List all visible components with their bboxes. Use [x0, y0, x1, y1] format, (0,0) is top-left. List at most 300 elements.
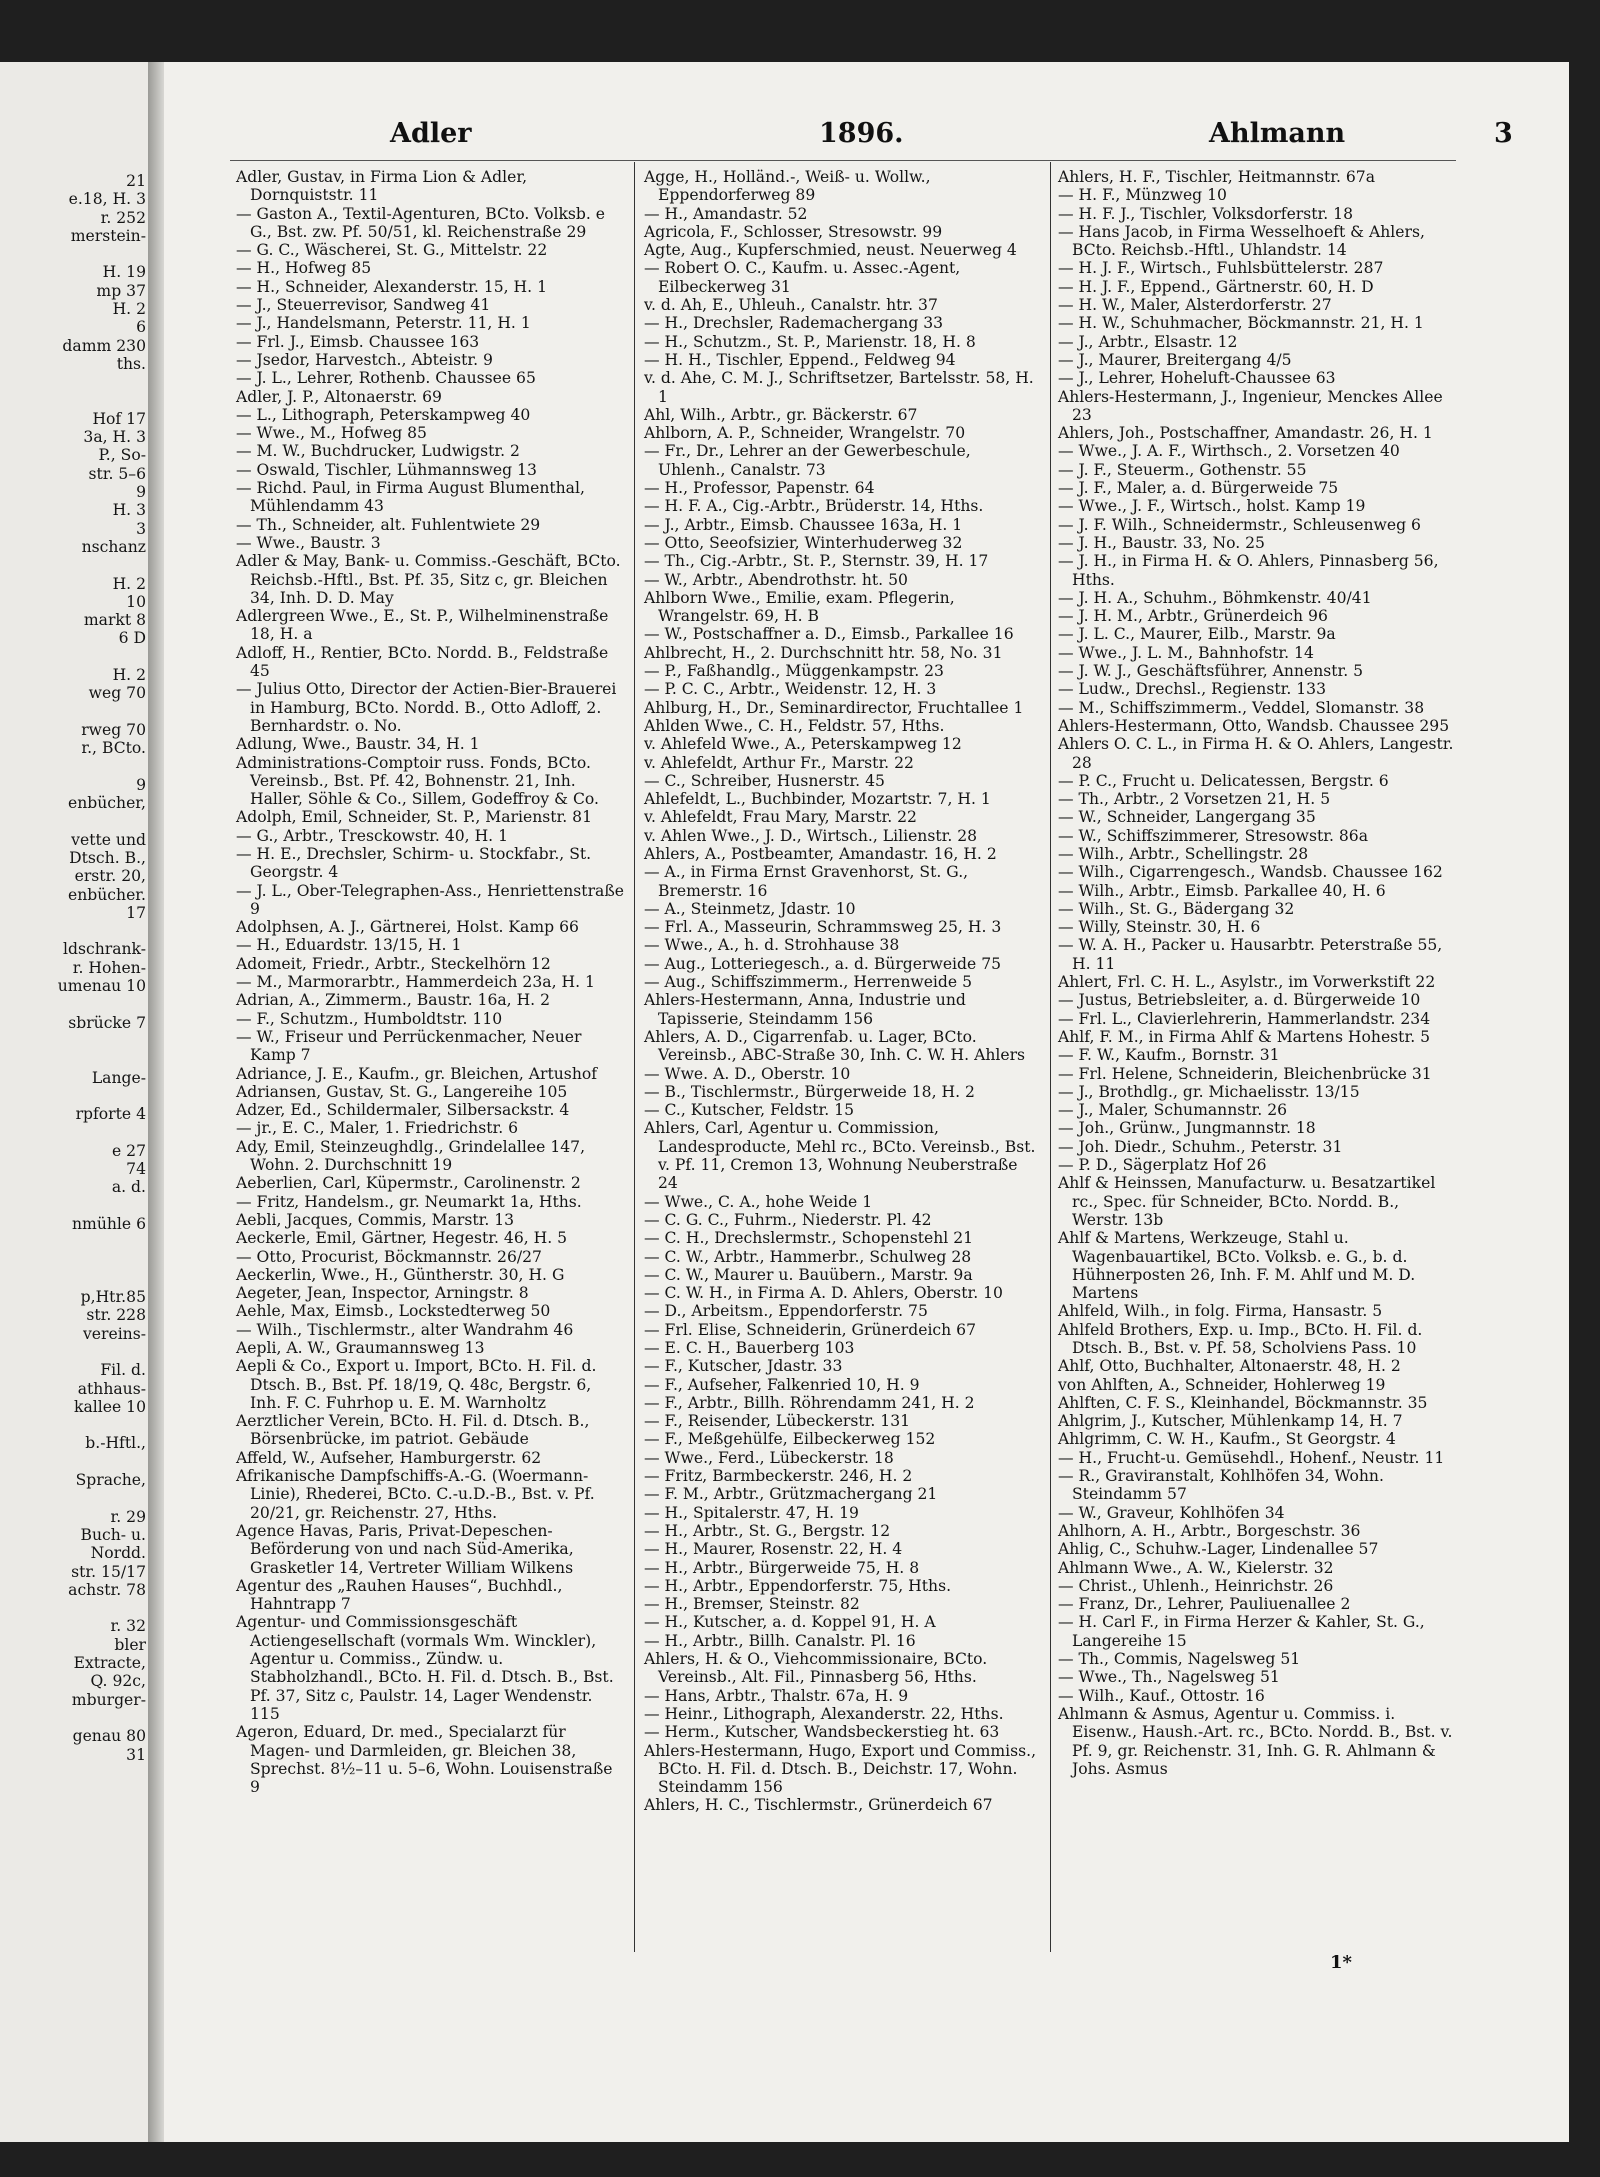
directory-entry: — W., Friseur und Perrückenmacher, Neuer Kamp 7 [236, 1027, 582, 1065]
directory-entry: Adomeit, Friedr., Arbtr., Steckelhörn 12 [236, 954, 551, 973]
directory-entry: — J., Lehrer, Hoheluft-Chaussee 63 [1058, 369, 1336, 388]
facing-page-line: Nordd. [90, 1544, 146, 1563]
directory-entry: Ahlgrimm, C. W. H., Kaufm., St Georgstr. 4 [1058, 1430, 1396, 1449]
facing-page-line [0, 812, 146, 830]
directory-entry: — H. F., Münzweg 10 [1058, 186, 1227, 205]
facing-page-line: Fil. d. [100, 1361, 146, 1380]
directory-entry: — H., Arbtr., Eppendorferstr. 75, Hths. [644, 1576, 952, 1595]
facing-page-line [0, 1123, 146, 1141]
facing-page-line: e.18, H. 3 [68, 190, 146, 209]
facing-page-line: r. 29 [110, 1507, 146, 1526]
directory-entry: — Joh. Diedr., Schuhm., Peterstr. 31 [1058, 1137, 1343, 1156]
directory-entry: — P. C. C., Arbtr., Weidenstr. 12, H. 3 [644, 680, 937, 699]
directory-entry: — H., Eduardstr. 13/15, H. 1 [236, 936, 462, 955]
facing-page-line [0, 1197, 146, 1215]
directory-entry: Aeberlien, Carl, Küpermstr., Carolinenstr. 2 [236, 1174, 581, 1193]
directory-entry: — Otto, Procurist, Böckmannstr. 26/27 [236, 1247, 542, 1266]
directory-entry: Ahlf, F. M., in Firma Ahlf & Martens Hohestr. 5 [1058, 1027, 1431, 1046]
facing-page-line: enbücher. [68, 885, 146, 904]
directory-entry: Ahlfeld Brothers, Exp. u. Imp., BCto. H. Fil. d. Dtsch. B., Bst. v. Pf. 58, Scholviens Pass. 10 [1058, 1320, 1423, 1357]
directory-entry: — H., Arbtr., Bürgerweide 75, H. 8 [644, 1558, 920, 1577]
directory-entry: — C. H., Drechslermstr., Schopenstehl 21 [644, 1229, 974, 1248]
facing-page-line: 6 [136, 318, 146, 337]
directory-entry: Ahlers, H. F., Tischler, Heitmannstr. 67a [1058, 168, 1376, 186]
directory-entry: von Ahlften, A., Schneider, Hohlerweg 19 [1058, 1375, 1386, 1394]
directory-entry: — M., Schiffszimmerm., Veddel, Slomanstr. 38 [1058, 698, 1425, 717]
facing-page-line: str. 5–6 [88, 464, 146, 483]
facing-page-line: damm 230 [62, 336, 146, 355]
facing-page-line: genau 80 [72, 1727, 146, 1746]
directory-entry: — Otto, Seeofsizier, Winterhuderweg 32 [644, 533, 963, 552]
facing-page-line: rweg 70 [81, 720, 146, 739]
directory-entry: — Wwe., J. L. M., Bahnhofstr. 14 [1058, 643, 1314, 662]
facing-page-line: Lange- [91, 1068, 146, 1087]
directory-entry: — Aug., Schiffszimmerm., Herrenweide 5 [644, 973, 973, 992]
facing-page-line [0, 758, 146, 776]
directory-entry: v. Ahlefeld Wwe., A., Peterskampweg 12 [644, 735, 962, 754]
facing-page-line [0, 922, 146, 940]
facing-page-line [0, 1050, 146, 1068]
facing-page-line [0, 1416, 146, 1434]
directory-entry: Ahlers, A. D., Cigarrenfab. u. Lager, BCto. Vereinsb., ABC-Straße 30, Inh. C. W. H. Ahlers [644, 1027, 1026, 1065]
directory-entry: — J. F., Steuerm., Gothenstr. 55 [1058, 460, 1307, 479]
facing-page-line [0, 1270, 146, 1288]
facing-page-line: H. 2 [112, 300, 146, 319]
directory-entry: Ahlefeldt, L., Buchbinder, Mozartstr. 7, H. 1 [644, 790, 991, 809]
directory-entry: — J., Arbtr., Eimsb. Chaussee 163a, H. 1 [644, 515, 963, 534]
facing-page-line: umenau 10 [57, 977, 146, 996]
directory-entry: — Hans, Arbtr., Thalstr. 67a, H. 9 [644, 1686, 909, 1705]
facing-page-line [0, 1252, 146, 1270]
directory-entry: — Wwe., C. A., hohe Weide 1 [644, 1192, 873, 1211]
signature-mark: 1* [1330, 1952, 1352, 1973]
directory-entry: — A., Steinmetz, Jdastr. 10 [644, 899, 856, 918]
facing-page-line: 9 [136, 483, 146, 502]
facing-page-line: 9 [136, 775, 146, 794]
directory-entry: Agte, Aug., Kupferschmied, neust. Neuerweg 4 [644, 241, 1017, 260]
directory-entry: Adlergreen Wwe., E., St. P., Wilhelminenstraße 18, H. a [236, 607, 609, 644]
directory-entry: — F. M., Arbtr., Grützmachergang 21 [644, 1485, 938, 1504]
directory-entry: — H., Kutscher, a. d. Koppel 91, H. A [644, 1613, 936, 1632]
directory-entry: — Justus, Betriebsleiter, a. d. Bürgerweide 10 [1058, 991, 1421, 1010]
facing-page-line: vette und [71, 830, 146, 849]
directory-entry: — Wwe., A., h. d. Strohhause 38 [644, 936, 900, 955]
facing-page-line [0, 1032, 146, 1050]
directory-entry: Ahlers-Hestermann, Otto, Wandsb. Chaussee 295 [1058, 716, 1450, 735]
directory-entry: — Wwe., M., Hofweg 85 [236, 424, 427, 443]
directory-entry: — H., Schutzm., St. P., Marienstr. 18, H. 8 [644, 332, 976, 351]
facing-page-line: 3 [136, 519, 146, 538]
facing-page-line: P., So- [98, 446, 146, 465]
facing-page-line: rpforte 4 [75, 1105, 146, 1124]
directory-entry: — Frl. L., Clavierlehrerin, Hammerlandstr. 234 [1058, 1009, 1431, 1028]
directory-entry: Ahlmann & Asmus, Agentur u. Commiss. i. Eisenw., Haush.-Art. rc., BCto. Nordd. B., Bst. v. Pf. 9, gr. Reichenstr. 31, Inh. G. R. Ahlmann & Johs. Asmus [1058, 1704, 1453, 1778]
facing-page-line [0, 1087, 146, 1105]
facing-page-line: r. 32 [110, 1617, 146, 1636]
directory-entry: Aepli & Co., Export u. Import, BCto. H. Fil. d. Dtsch. B., Bst. Pf. 18/19, Q. 48c, Bergstr. 6, Inh. F. C. Fuhrhop u. E. M. Warnholtz [236, 1357, 597, 1412]
facing-page-line: ldschrank- [63, 940, 146, 959]
directory-entry: — J. F., Maler, a. d. Bürgerweide 75 [1058, 479, 1339, 498]
column-divider [1050, 162, 1051, 1952]
directory-entry: — H. E., Drechsler, Schirm- u. Stockfabr., St. Georgstr. 4 [236, 844, 592, 882]
directory-entry: — jr., E. C., Maler, 1. Friedrichstr. 6 [236, 1119, 519, 1138]
directory-entry: — J. L. C., Maurer, Eilb., Marstr. 9a [1058, 625, 1336, 644]
facing-page-line: Hof 17 [92, 409, 146, 428]
directory-entry: — C. W. H., in Firma A. D. Ahlers, Oberstr. 10 [644, 1284, 1003, 1303]
directory-entry: — J. W. J., Geschäftsführer, Annenstr. 5 [1058, 662, 1364, 681]
directory-entry: — L., Lithograph, Peterskampweg 40 [236, 405, 531, 424]
directory-entry: — C. W., Maurer u. Bauübern., Marstr. 9a [644, 1265, 973, 1284]
directory-entry: — C., Kutscher, Feldstr. 15 [644, 1101, 855, 1120]
directory-entry: — Julius Otto, Director der Actien-Bier-Brauerei in Hamburg, BCto. Nordd. B., Otto Adloff, 2. Bernhardstr. o. No. [236, 680, 617, 735]
directory-entry: — H. W., Schuhmacher, Böckmannstr. 21, H. 1 [1058, 314, 1424, 333]
directory-entry: — Wilh., St. G., Bädergang 32 [1058, 899, 1295, 918]
directory-entry: Ahlers, Carl, Agentur u. Commission, Landesproducte, Mehl rc., BCto. Vereinsb., Bst. v. Pf. 11, Cremon 13, Wohnung Neuberstraße 24 [644, 1119, 1036, 1193]
facing-page-line [0, 245, 146, 263]
directory-entry: — E. C. H., Bauerberg 103 [644, 1339, 855, 1357]
facing-page-line: enbücher, [68, 794, 146, 813]
directory-entry: — J., Maler, Schumannstr. 26 [1058, 1101, 1288, 1120]
facing-page-line [0, 703, 146, 721]
facing-page-line: a. d. [111, 1178, 146, 1197]
directory-entry: — H., Bremser, Steinstr. 82 [644, 1595, 860, 1614]
directory-entry: — P. C., Frucht u. Delicatessen, Bergstr. 6 [1058, 771, 1389, 790]
directory-entry: — J. H., Baustr. 33, No. 25 [1058, 533, 1265, 552]
directory-entry: Agge, H., Holländ.-, Weiß- u. Wollw., Eppendorferweg 89 [644, 168, 931, 205]
directory-entry: — Frl. A., Masseurin, Schrammsweg 25, H. 3 [644, 918, 1002, 937]
directory-entry: Ahlers, H. C., Tischlermstr., Grünerdeich 67 [644, 1796, 993, 1815]
facing-page-line: e 27 [111, 1141, 146, 1160]
directory-entry: Adzer, Ed., Schildermaler, Silbersackstr. 4 [236, 1101, 570, 1120]
facing-page-line [0, 392, 146, 410]
directory-entry: Ahl, Wilh., Arbtr., gr. Bäckerstr. 67 [644, 405, 918, 424]
directory-entry: Affeld, W., Aufseher, Hamburgerstr. 62 [236, 1448, 542, 1467]
directory-entry: Ahlften, C. F. S., Kleinhandel, Böckmannstr. 35 [1058, 1393, 1428, 1412]
directory-entry: — R., Graviranstalt, Kohlhöfen 34, Wohn. Steindamm 57 [1058, 1467, 1384, 1504]
directory-entry: — Wwe., Baustr. 3 [236, 533, 381, 552]
facing-page-line: Buch- u. [80, 1525, 146, 1544]
directory-entry: — P., Faßhandlg., Müggenkampstr. 23 [644, 662, 944, 681]
directory-entry: Ahlden Wwe., C. H., Feldstr. 57, Hths. [644, 716, 945, 735]
facing-page-line: b.-Hftl., [85, 1434, 146, 1453]
directory-entry: Ahlborn, A. P., Schneider, Wrangelstr. 70 [644, 424, 966, 443]
directory-entry: — H. F. J., Tischler, Volksdorferstr. 18 [1058, 204, 1354, 223]
directory-entry: — Frl. J., Eimsb. Chaussee 163 [236, 332, 480, 351]
facing-page-line: vereins- [82, 1324, 146, 1343]
directory-entry: Agricola, F., Schlosser, Stresowstr. 99 [644, 222, 943, 241]
directory-entry: — M., Marmorarbtr., Hammerdeich 23a, H. 1 [236, 973, 595, 992]
directory-entry: — Wwe., J. F., Wirtsch., holst. Kamp 19 [1058, 497, 1366, 516]
directory-entry: Ahlers-Hestermann, Hugo, Export und Commiss., BCto. H. Fil. d. Dtsch. B., Deichstr. 17, Wohn. Steindamm 156 [644, 1741, 1037, 1797]
directory-entry: Ahlburg, H., Dr., Seminardirector, Fruchtallee 1 [644, 698, 1024, 717]
facing-page-line: Q. 92c, [90, 1672, 146, 1691]
directory-entry: Aeckerle, Emil, Gärtner, Hegestr. 46, H. 5 [236, 1229, 568, 1248]
directory-entry: Ahlbrecht, H., 2. Durchschnitt htr. 58, No. 31 [644, 643, 1003, 662]
header-rule [230, 160, 1456, 161]
facing-page-line: Dtsch. B., [69, 848, 146, 867]
directory-entry: — J. H., in Firma H. & O. Ahlers, Pinnasberg 56, Hths. [1058, 552, 1439, 589]
directory-entry: — J. L., Lehrer, Rothenb. Chaussee 65 [236, 369, 536, 388]
facing-page-line: kallee 10 [74, 1397, 146, 1416]
facing-page-line: Sprache, [75, 1471, 146, 1490]
facing-page-line: 10 [126, 592, 146, 611]
directory-entry: — H. H., Tischler, Eppend., Feldweg 94 [644, 350, 956, 369]
directory-entry: Aepli, A. W., Graumannsweg 13 [236, 1339, 485, 1357]
directory-entry: — F., Reisender, Lübeckerstr. 131 [644, 1412, 911, 1431]
facing-page-line: str. 228 [86, 1306, 146, 1325]
directory-entry: — W., Arbtr., Abendrothstr. ht. 50 [644, 570, 908, 589]
facing-page-fragment [0, 62, 148, 2142]
directory-entry: Adlung, Wwe., Baustr. 34, H. 1 [236, 735, 480, 754]
facing-page-line: 21 [126, 172, 146, 190]
directory-entry: — Jsedor, Harvestch., Abteistr. 9 [236, 350, 493, 369]
directory-entry: — H. F. A., Cig.-Arbtr., Brüderstr. 14, Hths. [644, 497, 984, 516]
directory-entry: — M. W., Buchdrucker, Ludwigstr. 2 [236, 442, 520, 461]
directory-entry: — G. C., Wäscherei, St. G., Mittelstr. 22 [236, 241, 548, 260]
directory-entry: Ahlf & Martens, Werkzeuge, Stahl u. Wagenbauartikel, BCto. Volksb. e. G., b. d. Hühnerposten 26, Inh. F. M. Ahlf und M. D. Martens [1058, 1229, 1416, 1303]
facing-page-line [0, 1489, 146, 1507]
facing-page-line [0, 556, 146, 574]
facing-page-line: r. Hohen- [72, 958, 146, 977]
directory-entry: — Wwe., J. A. F., Wirthsch., 2. Vorsetzen 40 [1058, 442, 1400, 461]
directory-entry: — C., Schreiber, Husnerstr. 45 [644, 771, 885, 790]
directory-entry: Ahlfeld, Wilh., in folg. Firma, Hansastr. 5 [1058, 1302, 1383, 1321]
directory-entry: — Herm., Kutscher, Wandsbeckerstieg ht. 63 [644, 1723, 1000, 1742]
facing-page-line [0, 648, 146, 666]
directory-column-2 [644, 168, 1040, 1815]
facing-page-line: nschanz [81, 537, 146, 556]
directory-entry: — H. J. F., Eppend., Gärtnerstr. 60, H. D [1058, 277, 1374, 296]
directory-entry: Adler, Gustav, in Firma Lion & Adler, Dornquiststr. 11 [236, 168, 528, 205]
directory-entry: — H., Maurer, Rosenstr. 22, H. 4 [644, 1540, 903, 1559]
header-left-keyword: Adler [390, 118, 472, 149]
directory-entry: v. Ahlefeldt, Frau Mary, Marstr. 22 [644, 808, 917, 827]
directory-entry: — Fritz, Handelsm., gr. Neumarkt 1a, Hths. [236, 1192, 582, 1211]
facing-page-line: 6 D [118, 629, 146, 648]
directory-entry: — J., Maurer, Breitergang 4/5 [1058, 350, 1292, 369]
directory-entry: Aehle, Max, Eimsb., Lockstedterweg 50 [236, 1302, 551, 1321]
directory-entry: — H., Spitalerstr. 47, H. 19 [644, 1503, 859, 1522]
facing-page-line: H. 2 [112, 666, 146, 685]
directory-entry: Ahlhorn, A. H., Arbtr., Borgeschstr. 36 [1058, 1521, 1361, 1540]
facing-page-line: erstr. 20, [74, 867, 146, 886]
directory-entry: — B., Tischlermstr., Bürgerweide 18, H. 2 [644, 1082, 975, 1101]
facing-page-line: nmühle 6 [71, 1214, 146, 1233]
facing-page-line: weg 70 [88, 684, 146, 703]
facing-page-line [0, 1343, 146, 1361]
facing-page-line: Extracte, [73, 1654, 146, 1673]
directory-entry: Adolphsen, A. J., Gärtnerei, Holst. Kamp 66 [236, 918, 579, 937]
directory-entry: — Th., Arbtr., 2 Vorsetzen 21, H. 5 [1058, 790, 1331, 809]
directory-entry: Ahlmann Wwe., A. W., Kielerstr. 32 [1058, 1558, 1334, 1577]
directory-entry: — H., Professor, Papenstr. 64 [644, 479, 875, 498]
facing-page-text [0, 172, 146, 1764]
directory-entry: — Wilh., Arbtr., Schellingstr. 28 [1058, 844, 1309, 863]
directory-entry: — Wwe. A. D., Oberstr. 10 [644, 1064, 851, 1083]
directory-entry: Ahlers, A., Postbeamter, Amandastr. 16, H. 2 [644, 844, 997, 863]
directory-entry: — J. L., Ober-Telegraphen-Ass., Henriettenstraße 9 [236, 881, 624, 918]
directory-entry: Aeckerlin, Wwe., H., Güntherstr. 30, H. G [236, 1265, 565, 1284]
directory-entry: Ahlborn Wwe., Emilie, exam. Pflegerin, Wrangelstr. 69, H. B [644, 588, 955, 626]
facing-page-line: H. 2 [112, 574, 146, 593]
directory-entry: — H., Frucht-u. Gemüsehdl., Hohenf., Neustr. 11 [1058, 1448, 1445, 1467]
facing-page-line: mburger- [71, 1690, 146, 1709]
directory-entry: — Richd. Paul, in Firma August Blumenthal, Mühlendamm 43 [236, 479, 585, 516]
directory-entry: — C. G. C., Fuhrm., Niederstr. Pl. 42 [644, 1210, 932, 1229]
directory-entry: — H. J. F., Wirtsch., Fuhlsbüttelerstr. 287 [1058, 259, 1384, 278]
facing-page-line: achstr. 78 [68, 1580, 146, 1599]
header-year: 1896. [819, 118, 904, 149]
directory-entry: — Heinr., Lithograph, Alexanderstr. 22, Hths. [644, 1704, 1004, 1723]
directory-entry: Agentur des „Rauhen Hauses“, Buchhdl., Hahntrapp 7 [236, 1576, 563, 1614]
facing-page-line: str. 15/17 [71, 1562, 146, 1581]
directory-entry: — H., Drechsler, Rademachergang 33 [644, 314, 944, 333]
directory-entry: — Oswald, Tischler, Lühmannsweg 13 [236, 460, 537, 479]
facing-page-line: r., BCto. [81, 739, 146, 758]
header-right-keyword: Ahlmann [1209, 118, 1346, 149]
directory-entry: — A., in Firma Ernst Gravenhorst, St. G., Bremerstr. 16 [644, 863, 969, 900]
directory-entry: — H. W., Maler, Alsterdorferstr. 27 [1058, 296, 1332, 315]
facing-page-line: markt 8 [83, 611, 146, 630]
directory-entry: Ahlers-Hestermann, J., Ingenieur, Menckes Allee 23 [1058, 387, 1443, 424]
facing-page-line [0, 1233, 146, 1251]
directory-entry: — J., Steuerrevisor, Sandweg 41 [236, 296, 491, 315]
directory-entry: Ahlers, H. & O., Viehcommissionaire, BCto. Vereinsb., Alt. Fil., Pinnasberg 56, Hths. [644, 1650, 988, 1687]
directory-entry: — G., Arbtr., Tresckowstr. 40, H. 1 [236, 826, 509, 845]
facing-page-line: H. 19 [102, 263, 146, 282]
directory-entry: — W., Schiffszimmerer, Stresowstr. 86a [1058, 826, 1369, 845]
directory-entry: Ahlers, Joh., Postschaffner, Amandastr. 26, H. 1 [1058, 424, 1433, 443]
directory-entry: — W., Schneider, Langergang 35 [1058, 808, 1316, 827]
page-number: 3 [1494, 118, 1513, 149]
directory-entry: Ahlgrim, J., Kutscher, Mühlenkamp 14, H. 7 [1058, 1412, 1403, 1431]
directory-entry: Adler, J. P., Altonaerstr. 69 [236, 387, 442, 406]
directory-entry: — Th., Schneider, alt. Fuhlentwiete 29 [236, 515, 541, 534]
directory-entry: — F. W., Kaufm., Bornstr. 31 [1058, 1046, 1280, 1065]
facing-page-line: 3a, H. 3 [83, 428, 146, 447]
directory-entry: — J., Handelsmann, Peterstr. 11, H. 1 [236, 314, 531, 333]
directory-entry: Agence Havas, Paris, Privat-Depeschen-Beförderung von und nach Süd-Amerika, Grasketler 14, Vertreter William Wilkens [236, 1521, 574, 1577]
book-gutter [148, 62, 164, 2142]
directory-entry: — F., Arbtr., Billh. Röhrendamm 241, H. 2 [644, 1393, 975, 1412]
facing-page-line: p,Htr.85 [80, 1288, 146, 1307]
directory-entry: — Wilh., Cigarrengesch., Wandsb. Chaussee 162 [1058, 863, 1443, 882]
directory-entry: Aerztlicher Verein, BCto. H. Fil. d. Dtsch. B., Börsenbrücke, im patriot. Gebäude [236, 1412, 590, 1449]
directory-entry: — Wwe., Ferd., Lübeckerstr. 18 [644, 1448, 894, 1467]
directory-entry: — Franz, Dr., Lehrer, Pauliuenallee 2 [1058, 1595, 1351, 1614]
directory-entry: Aebli, Jacques, Commis, Marstr. 13 [236, 1210, 515, 1229]
directory-entry: v. Ahlefeldt, Arthur Fr., Marstr. 22 [644, 753, 914, 772]
directory-entry: — Wwe., Th., Nagelsweg 51 [1058, 1668, 1280, 1687]
directory-entry: — Joh., Grünw., Jungmannstr. 18 [1058, 1119, 1316, 1138]
directory-entry: Ahlf, Otto, Buchhalter, Altonaerstr. 48, H. 2 [1058, 1357, 1401, 1376]
directory-entry: — Th., Commis, Nagelsweg 51 [1058, 1650, 1301, 1669]
directory-entry: — Aug., Lotteriegesch., a. d. Bürgerweide 75 [644, 954, 1002, 973]
directory-entry: — Th., Cig.-Arbtr., St. P., Sternstr. 39, H. 17 [644, 552, 989, 571]
directory-entry: — W. A. H., Packer u. Hausarbtr. Peterstraße 55, H. 11 [1058, 936, 1443, 973]
directory-entry: Adler & May, Bank- u. Commiss.-Geschäft, BCto. Reichsb.-Hftl., Bst. Pf. 35, Sitz c, gr. Bleichen 34, Inh. D. D. May [236, 552, 621, 607]
facing-page-line [0, 1453, 146, 1471]
directory-entry: — H., Schneider, Alexanderstr. 15, H. 1 [236, 277, 547, 296]
directory-entry: — H., Arbtr., St. G., Bergstr. 12 [644, 1521, 891, 1540]
facing-page-line: ths. [116, 354, 146, 373]
directory-entry: Ahlf & Heinssen, Manufacturw. u. Besatzartikel rc., Spec. für Schneider, BCto. Nordd. B., Werstr. 13b [1058, 1174, 1436, 1229]
directory-entry: Agentur- und Commissionsgeschäft Actiengesellschaft (vormals Wm. Winckler), Agentur u. Commiss., Zündw. u. Stabholzhandl., BCto. H. Fil. d. Dtsch. B., Bst. Pf. 37, Sitz c, Paulstr. 14, Lager Wendenstr. 115 [236, 1613, 614, 1723]
facing-page-line: merstein- [70, 226, 146, 245]
facing-page-line [0, 1599, 146, 1617]
directory-entry: — J. H. A., Schuhm., Böhmkenstr. 40/41 [1058, 588, 1372, 607]
directory-entry: Ady, Emil, Steinzeughdlg., Grindelallee 147, Wohn. 2. Durchschnitt 19 [236, 1137, 586, 1175]
facing-page-line [0, 373, 146, 391]
directory-entry: Afrikanische Dampfschiffs-A.-G. (Woermann-Linie), Rhederei, BCto. C.-u.D.-B., Bst. v. Pf. 20/21, gr. Reichenstr. 27, Hths. [236, 1467, 595, 1522]
directory-entry: — Wilh., Tischlermstr., alter Wandrahm 46 [236, 1320, 574, 1339]
directory-entry: — J., Brothdlg., gr. Michaelisstr. 13/15 [1058, 1082, 1360, 1101]
directory-entry: Ahlers-Hestermann, Anna, Industrie und Tapisserie, Steindamm 156 [644, 991, 966, 1028]
directory-entry: v. d. Ah, E., Uhleuh., Canalstr. htr. 37 [644, 296, 938, 315]
facing-page-line: 31 [126, 1745, 146, 1764]
directory-entry: — Frl. Helene, Schneiderin, Bleichenbrücke 31 [1058, 1064, 1432, 1083]
directory-entry: — F., Schutzm., Humboldtstr. 110 [236, 1009, 503, 1028]
directory-entry: v. Ahlen Wwe., J. D., Wirtsch., Lilienstr. 28 [644, 826, 978, 845]
directory-page [164, 62, 1569, 2142]
directory-entry: v. d. Ahe, C. M. J., Schriftsetzer, Bartelsstr. 58, H. 1 [644, 369, 1034, 406]
directory-entry: — W., Graveur, Kohlhöfen 34 [1058, 1503, 1285, 1522]
facing-page-line: athhaus- [77, 1379, 146, 1398]
directory-column-3 [1058, 168, 1456, 1778]
facing-page-line: mp 37 [96, 281, 146, 300]
directory-entry: — F., Aufseher, Falkenried 10, H. 9 [644, 1375, 920, 1394]
directory-entry: Adrian, A., Zimmerm., Baustr. 16a, H. 2 [236, 991, 551, 1010]
facing-page-line [0, 995, 146, 1013]
facing-page-line: H. 3 [112, 501, 146, 520]
directory-entry: Ahlert, Frl. C. H. L., Asylstr., im Vorwerkstift 22 [1058, 973, 1436, 992]
directory-entry: — C. W., Arbtr., Hammerbr., Schulweg 28 [644, 1247, 972, 1266]
directory-entry: — H., Amandastr. 52 [644, 204, 808, 223]
directory-column-1 [236, 168, 624, 1796]
directory-entry: Ageron, Eduard, Dr. med., Specialarzt für Magen- und Darmleiden, gr. Bleichen 38, Sprechst. 8½–11 u. 5–6, Wohn. Louisenstraße 9 [236, 1723, 613, 1797]
directory-entry: — W., Postschaffner a. D., Eimsb., Parkallee 16 [644, 625, 1014, 644]
directory-entry: — H., Arbtr., Billh. Canalstr. Pl. 16 [644, 1631, 916, 1650]
directory-entry: — Gaston A., Textil-Agenturen, BCto. Volksb. e G., Bst. zw. Pf. 50/51, kl. Reichenstraße 29 [236, 204, 606, 241]
directory-entry: — Fritz, Barmbeckerstr. 246, H. 2 [644, 1467, 913, 1486]
directory-entry: — Willy, Steinstr. 30, H. 6 [1058, 918, 1261, 937]
directory-entry: Adloff, H., Rentier, BCto. Nordd. B., Feldstraße 45 [236, 643, 609, 681]
directory-entry: Adriansen, Gustav, St. G., Langereihe 105 [236, 1082, 568, 1101]
directory-entry: Adolph, Emil, Schneider, St. P., Marienstr. 81 [236, 808, 593, 827]
directory-entry: — J. F. Wilh., Schneidermstr., Schleusenweg 6 [1058, 515, 1421, 534]
directory-entry: Aegeter, Jean, Inspector, Arningstr. 8 [236, 1284, 529, 1303]
facing-page-line: r. 252 [100, 208, 146, 227]
facing-page-line [0, 1709, 146, 1727]
directory-entry: Ahlig, C., Schuhw.-Lager, Lindenallee 57 [1058, 1540, 1379, 1559]
directory-entry: — J. H. M., Arbtr., Grünerdeich 96 [1058, 607, 1328, 626]
directory-entry: — Wilh., Arbtr., Eimsb. Parkallee 40, H. 6 [1058, 881, 1386, 900]
directory-entry: — P. D., Sägerplatz Hof 26 [1058, 1156, 1267, 1175]
directory-entry: — Ludw., Drechsl., Regienstr. 133 [1058, 680, 1327, 699]
directory-entry: Ahlers O. C. L., in Firma H. & O. Ahlers, Langestr. 28 [1058, 735, 1454, 772]
directory-entry: — D., Arbeitsm., Eppendorferstr. 75 [644, 1302, 928, 1321]
directory-entry: — H. Carl F., in Firma Herzer & Kahler, St. G., Langereihe 15 [1058, 1613, 1425, 1650]
directory-entry: — H., Hofweg 85 [236, 259, 372, 278]
facing-page-line: bler [114, 1635, 146, 1654]
facing-page-line: sbrücke 7 [68, 1013, 146, 1032]
directory-entry: — Robert O. C., Kaufm. u. Assec.-Agent, Eilbeckerweg 31 [644, 259, 961, 296]
directory-entry: — Hans Jacob, in Firma Wesselhoeft & Ahlers, BCto. Reichsb.-Hftl., Uhlandstr. 14 [1058, 222, 1425, 260]
column-divider [634, 162, 635, 1952]
facing-page-line: 17 [126, 903, 146, 922]
directory-entry: — Wilh., Kauf., Ottostr. 16 [1058, 1686, 1265, 1705]
directory-entry: Adriance, J. E., Kaufm., gr. Bleichen, Artushof [236, 1064, 598, 1083]
